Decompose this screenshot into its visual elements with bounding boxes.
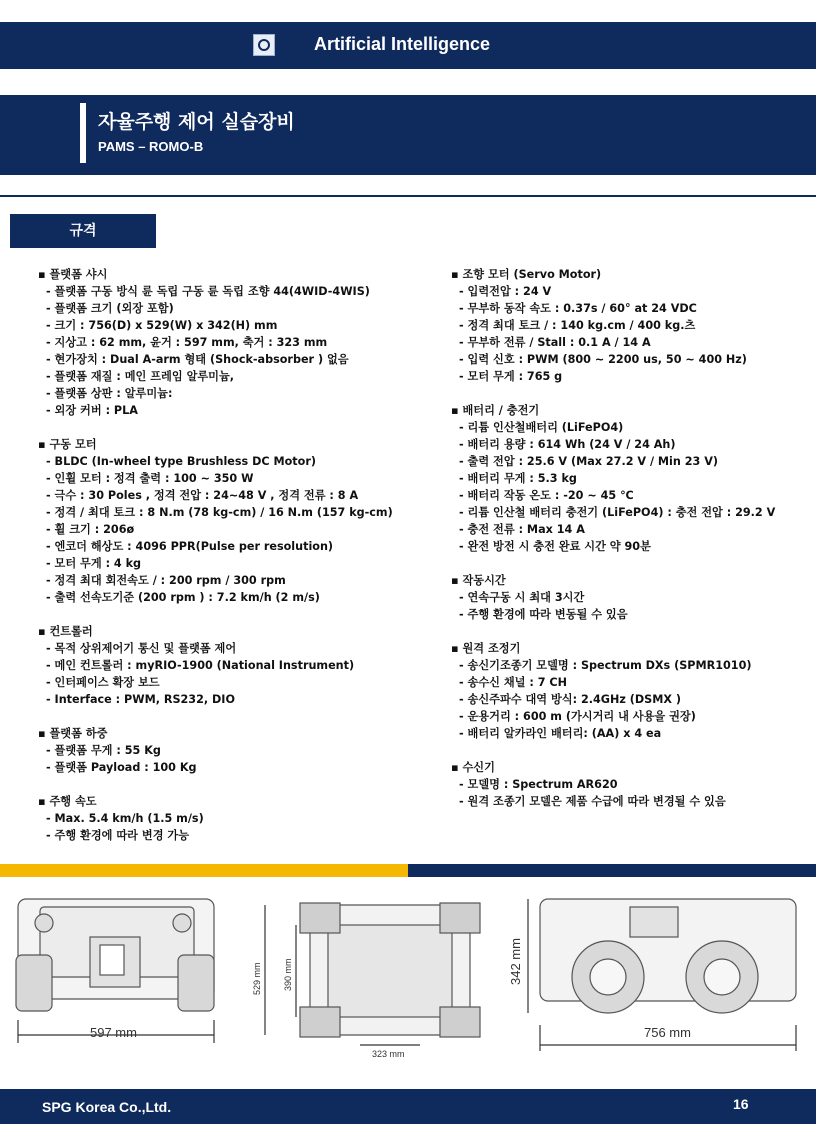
spec-item: - 주행 환경에 따라 변동될 수 있음 bbox=[451, 606, 811, 623]
spec-item: - Interface : PWM, RS232, DIO bbox=[38, 691, 418, 708]
spec-item: - 리튬 인산철배터리 (LiFePO4) bbox=[451, 419, 811, 436]
spec-item: - BLDC (In-wheel type Brushless DC Motor) bbox=[38, 453, 418, 470]
product-title: 자율주행 제어 실습장비 bbox=[98, 111, 295, 133]
spec-item: - 운용거리 : 600 m (가시거리 내 사용을 권장) bbox=[451, 708, 811, 725]
header-rule bbox=[0, 195, 816, 197]
spec-item: - 무부하 동작 속도 : 0.37s / 60° at 24 VDC bbox=[451, 300, 811, 317]
spec-item: - 플랫폼 크기 (외장 포함) bbox=[38, 300, 418, 317]
spec-section-heading: ▪ 주행 속도 bbox=[38, 793, 418, 810]
divider-navy bbox=[408, 864, 816, 877]
spec-section bbox=[451, 759, 811, 810]
spec-section bbox=[451, 572, 811, 623]
spec-item: - 무부하 전류 / Stall : 0.1 A / 14 A bbox=[451, 334, 811, 351]
spec-item: - Max. 5.4 km/h (1.5 m/s) bbox=[38, 810, 418, 827]
spec-section-heading: ▪ 수신기 bbox=[451, 759, 811, 776]
footer-company: SPG Korea Co.,Ltd. bbox=[42, 1099, 172, 1115]
spec-item: - 정격 / 최대 토크 : 8 N.m (78 kg-cm) / 16 N.m (157 kg-cm) bbox=[38, 504, 418, 521]
spec-section-heading: ▪ 조향 모터 (Servo Motor) bbox=[451, 266, 811, 283]
spec-section bbox=[451, 266, 811, 385]
spec-item: - 입력 신호 : PWM (800 ~ 2200 us, 50 ~ 400 Hz) bbox=[451, 351, 811, 368]
spec-section-heading: ▪ 플랫폼 샤시 bbox=[38, 266, 418, 283]
spec-item: - 정격 최대 회전속도 / : 200 rpm / 300 rpm bbox=[38, 572, 418, 589]
spec-item: - 극수 : 30 Poles , 정격 전압 : 24~48 V , 정격 전류 : 8 A bbox=[38, 487, 418, 504]
spec-item: - 목적 상위제어기 통신 및 플랫폼 제어 bbox=[38, 640, 418, 657]
spec-item: - 외장 커버 : PLA bbox=[38, 402, 418, 419]
top-width-outer-label: 529 mm bbox=[252, 962, 262, 995]
page-number: 16 bbox=[733, 1096, 749, 1112]
spec-item: - 플랫폼 재질 : 메인 프레임 알루미늄, bbox=[38, 368, 418, 385]
spec-section-heading: ▪ 컨트롤러 bbox=[38, 623, 418, 640]
spec-item: - 모터 무게 : 765 g bbox=[451, 368, 811, 385]
spec-item: - 정격 최대 토크 / : 140 kg.cm / 400 kg.츠 bbox=[451, 317, 811, 334]
spec-tab: 규격 bbox=[10, 214, 156, 248]
spec-item: - 충전 전류 : Max 14 A bbox=[451, 521, 811, 538]
spec-item: - 배터리 작동 온도 : -20 ~ 45 ℃ bbox=[451, 487, 811, 504]
spec-item: - 메인 컨트롤러 : myRIO-1900 (National Instrument) bbox=[38, 657, 418, 674]
spec-item: - 완전 방전 시 충전 완료 시간 약 90분 bbox=[451, 538, 811, 555]
title-accent-bar bbox=[80, 103, 86, 163]
spec-section-heading: ▪ 구동 모터 bbox=[38, 436, 418, 453]
product-model: PAMS – ROMO-B bbox=[98, 139, 204, 154]
spec-section-heading: ▪ 플랫폼 하중 bbox=[38, 725, 418, 742]
spec-section bbox=[38, 793, 418, 844]
top-length-label: 323 mm bbox=[372, 1049, 405, 1059]
front-view-drawing bbox=[16, 899, 214, 1043]
spec-item: - 배터리 용량 : 614 Wh (24 V / 24 Ah) bbox=[451, 436, 811, 453]
spec-item: - 플랫폼 무게 : 55 Kg bbox=[38, 742, 418, 759]
product-title-box bbox=[0, 95, 816, 175]
spec-item: - 플랫폼 구동 방식 륜 독립 구동 륜 독립 조향 44(4WID-4WIS) bbox=[38, 283, 418, 300]
spec-item: - 플랫폼 상판 : 알루미늄: bbox=[38, 385, 418, 402]
spec-section-heading: ▪ 배터리 / 충전기 bbox=[451, 402, 811, 419]
top-view-drawing bbox=[265, 903, 480, 1045]
spec-item: - 출력 전압 : 25.6 V (Max 27.2 V / Min 23 V) bbox=[451, 453, 811, 470]
top-width-inner-label: 390 mm bbox=[283, 958, 293, 991]
spec-item: - 리튬 인산철 배터리 충전기 (LiFePO4) : 충전 전압 : 29.2 V bbox=[451, 504, 811, 521]
spec-item: - 연속구동 시 최대 3시간 bbox=[451, 589, 811, 606]
spec-item: - 인휠 모터 : 정격 출력 : 100 ~ 350 W bbox=[38, 470, 418, 487]
banner-title: Artificial Intelligence bbox=[314, 34, 491, 54]
spec-column-right bbox=[451, 266, 811, 827]
spec-item: - 모델명 : Spectrum AR620 bbox=[451, 776, 811, 793]
spec-item: - 현가장치 : Dual A-arm 형태 (Shock-absorber ) 없음 bbox=[38, 351, 418, 368]
spec-item: - 인터페이스 확장 보드 bbox=[38, 674, 418, 691]
spec-section bbox=[38, 725, 418, 776]
spec-item: - 엔코더 해상도 : 4096 PPR(Pulse per resolution) bbox=[38, 538, 418, 555]
spec-item: - 송수신 채널 : 7 CH bbox=[451, 674, 811, 691]
divider-yellow bbox=[0, 864, 408, 877]
company-logo-icon bbox=[253, 34, 275, 56]
spec-item: - 휠 크기 : 206ø bbox=[38, 521, 418, 538]
spec-section bbox=[38, 266, 418, 419]
side-length-label: 756 mm bbox=[644, 1025, 691, 1040]
spec-item: - 크기 : 756(D) x 529(W) x 342(H) mm bbox=[38, 317, 418, 334]
spec-section-heading: ▪ 원격 조정기 bbox=[451, 640, 811, 657]
spec-item: - 배터리 알카라인 배터리: (AA) x 4 ea bbox=[451, 725, 811, 742]
spec-item: - 플랫폼 Payload : 100 Kg bbox=[38, 759, 418, 776]
spec-column-left bbox=[38, 266, 418, 861]
spec-section bbox=[451, 640, 811, 742]
top-banner bbox=[0, 22, 816, 69]
spec-section bbox=[451, 402, 811, 555]
spec-item: - 출력 선속도기준 (200 rpm ) : 7.2 km/h (2 m/s) bbox=[38, 589, 418, 606]
spec-item: - 배터리 무게 : 5.3 kg bbox=[451, 470, 811, 487]
spec-item: - 주행 환경에 따라 변경 가능 bbox=[38, 827, 418, 844]
dimension-drawings bbox=[0, 885, 816, 1075]
spec-section-heading: ▪ 작동시간 bbox=[451, 572, 811, 589]
spec-section bbox=[38, 623, 418, 708]
spec-item: - 모터 무게 : 4 kg bbox=[38, 555, 418, 572]
spec-item: - 원격 조종기 모델은 제품 수급에 따라 변경될 수 있음 bbox=[451, 793, 811, 810]
front-width-label: 597 mm bbox=[90, 1025, 137, 1040]
footer-bar bbox=[0, 1089, 816, 1124]
spec-item: - 입력전압 : 24 V bbox=[451, 283, 811, 300]
spec-item: - 송신기조종기 모델명 : Spectrum DXs (SPMR1010) bbox=[451, 657, 811, 674]
spec-item: - 송신주파수 대역 방식: 2.4GHz (DSMX ) bbox=[451, 691, 811, 708]
side-height-label: 342 mm bbox=[508, 938, 523, 985]
spec-section bbox=[38, 436, 418, 606]
spec-item: - 지상고 : 62 mm, 윤거 : 597 mm, 축거 : 323 mm bbox=[38, 334, 418, 351]
